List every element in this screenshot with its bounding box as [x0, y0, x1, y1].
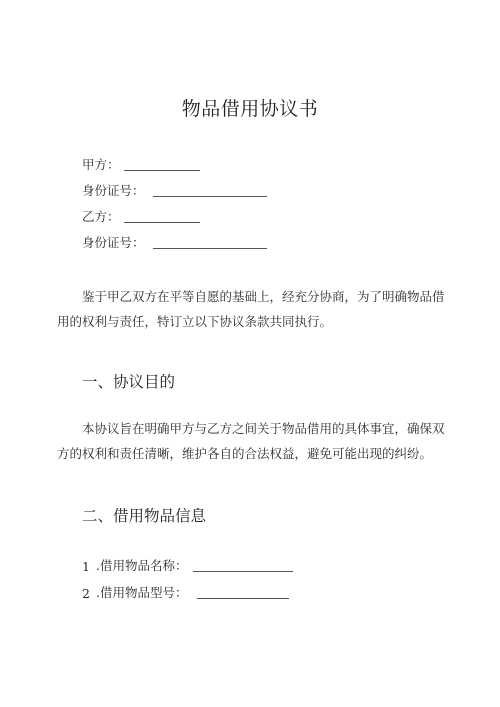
- section-1-heading: 一、协议目的: [82, 373, 176, 391]
- party-a-id-blank[interactable]: [153, 184, 267, 197]
- party-b-id-blank[interactable]: [153, 236, 267, 249]
- party-a-field: [82, 155, 200, 173]
- section-1-paragraph: [82, 416, 452, 441]
- party-b-blank[interactable]: [124, 210, 200, 223]
- intro-line-2: 用的权利与责任，特订立以下协议条款共同执行。: [57, 314, 333, 329]
- item-model-blank[interactable]: [197, 586, 289, 599]
- intro-paragraph-continued: [57, 309, 457, 334]
- item-1-number: 1: [82, 559, 90, 574]
- party-a-id-field: [82, 181, 267, 199]
- item-model-row: [82, 583, 289, 601]
- section-1-line-1: 本协议旨在明确甲方与乙方之间关于物品借用的具体事宜，确保双: [82, 421, 445, 436]
- party-b-id-label: 身份证号：: [82, 235, 145, 250]
- item-2-label: .借用物品型号：: [96, 585, 188, 600]
- party-b-field: [82, 207, 200, 225]
- section-1-line-2: 方的权利和责任清晰，维护各自的合法权益，避免可能出现的纠纷。: [57, 446, 433, 461]
- item-name-blank[interactable]: [193, 559, 293, 572]
- document-title: 物品借用协议书: [181, 98, 319, 120]
- intro-line-1: 鉴于甲乙双方在平等自愿的基础上，经充分协商，为了明确物品借: [82, 289, 445, 304]
- item-1-label: .借用物品名称：: [96, 558, 188, 573]
- party-a-label: 甲方：: [82, 157, 120, 172]
- intro-paragraph: [82, 284, 452, 309]
- party-b-label: 乙方：: [82, 209, 120, 224]
- item-2-number: 2: [82, 586, 90, 601]
- item-name-row: [82, 556, 293, 574]
- party-a-blank[interactable]: [124, 158, 200, 171]
- section-2-heading: 二、借用物品信息: [82, 507, 207, 525]
- party-b-id-field: [82, 233, 267, 251]
- party-a-id-label: 身份证号：: [82, 183, 145, 198]
- section-1-paragraph-continued: [57, 441, 457, 466]
